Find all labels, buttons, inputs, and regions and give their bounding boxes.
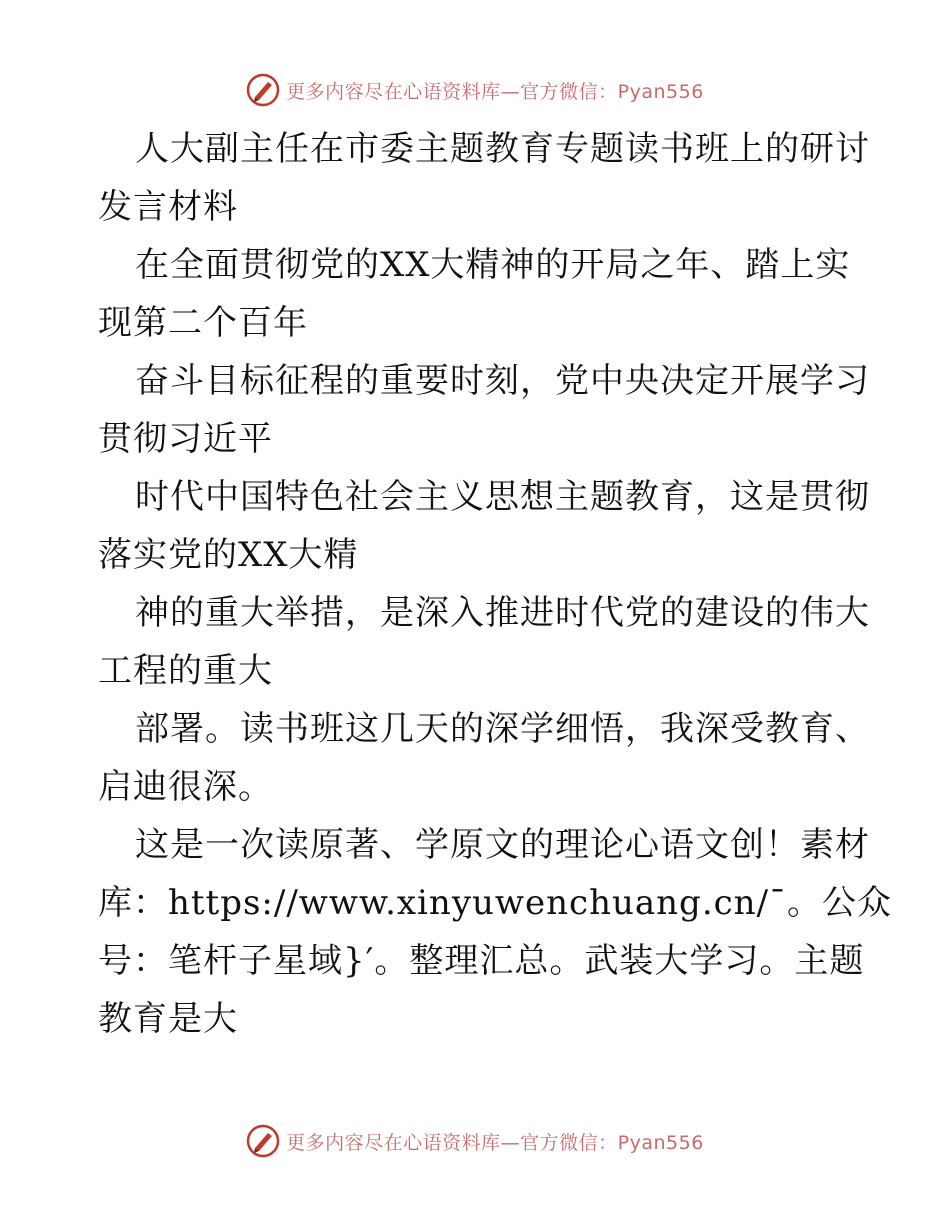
text-line: 这是一次读原著、学原文的理论心语文创！素材 [135, 825, 870, 865]
text-line: 神的重大举措，是深入推进时代党的建设的伟大 [135, 593, 870, 633]
text-line: 发言材料 [98, 187, 238, 227]
document-body [98, 120, 893, 1048]
header-watermark [0, 70, 950, 110]
text-line: 部署。读书班这几天的深学细悟，我深受教育、 [135, 709, 870, 749]
pen-icon [246, 73, 280, 107]
text-line: 工程的重大 [98, 651, 273, 691]
text-line: 现第二个百年 [98, 303, 308, 343]
text-line: 人大副主任在市委主题教育专题读书班上的研讨 [135, 129, 870, 169]
pen-icon [246, 1124, 280, 1158]
watermark-text: 更多内容尽在心语资料库—官方微信：Pyan556 [286, 80, 704, 103]
footer-watermark [0, 1121, 950, 1161]
text-line: 在全面贯彻党的XX大精神的开局之年、踏上实 [135, 245, 851, 285]
text-line: 时代中国特色社会主义思想主题教育，这是贯彻 [135, 477, 870, 517]
text-line: 奋斗目标征程的重要时刻，党中央决定开展学习 [135, 361, 870, 401]
watermark-text: 更多内容尽在心语资料库—官方微信：Pyan556 [286, 1131, 704, 1154]
text-line: 落实党的XX大精 [98, 535, 359, 575]
text-line: 库：https://www.xinyuwenchuang.cn/¯。公众 [98, 883, 893, 923]
text-line: 贯彻习近平 [98, 419, 273, 459]
text-line: 启迪很深。 [98, 767, 273, 807]
text-line: 号：笔杆子星域}′。整理汇总。武装大学习。主题 [98, 941, 865, 981]
text-line: 教育是大 [98, 999, 238, 1039]
